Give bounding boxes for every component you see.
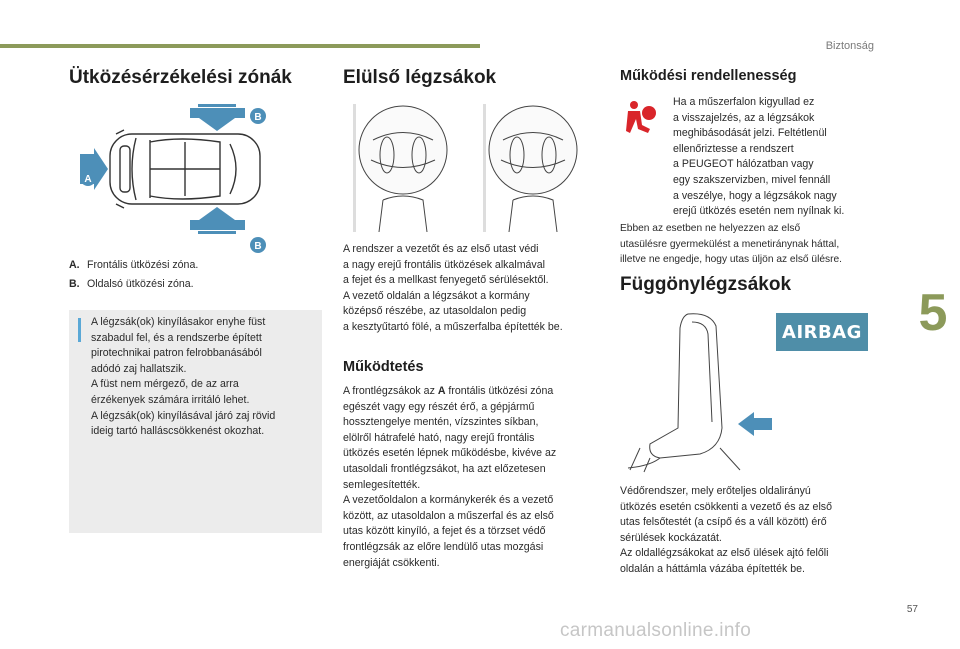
side-impact-arrows-top <box>190 104 245 131</box>
side-airbag-arrow <box>738 412 772 436</box>
chapter-tab <box>918 281 960 345</box>
airbag-warning-icon <box>620 99 658 135</box>
operation-text: A frontlégzsákok az A frontális ütközési zóna egészét vagy egy részét érő, a gépjármű hossztengelye mentén, vízszintes síkban, elölről hátrafelé ható, nagy erejű frontális ütközés esetén lépnek működésbe, kivéve az utasoldali frontlégzsákot, ha azt előzetesen semlegesítették. A vezetőoldalon a kormánykerék és a vezető között, az utasoldalon a műszerfal és az első utas között kinyíló, a fejet és a törzset védő frontlégzsák az előre lendülő utas mozgási energiáját csökkenti. <box>343 385 557 569</box>
section-label: Biztonság <box>825 40 874 52</box>
watermark: carmanualsonline.info <box>560 620 752 641</box>
zone-b-top-label: B <box>254 112 262 123</box>
info-text: A légzsák(ok) kinyílásakor enyhe füst szabadul fel, és a rendszerbe épített pirotechnikai patron felrobbanásából adódó zaj hallatszik. A füst nem mérgező, de az arra érzékenyek számára irritáló lehet. A légzsák(ok) kinyílásával járó zaj rövid ideig tartó halláscsökkenést okozhat. <box>91 316 276 438</box>
curtain-airbags-text: Védőrendszer, mely erőteljes oldalirányú ütközés esetén csökkenti a vezető és az első utas felsőtestét (a csípő és a váll között) érő sérülések kockázatát. Az oldallégzsákokat az első ülések ajtó felőli oldalán a háttámla vázába építették be. <box>620 485 832 575</box>
zone-a-label: A <box>84 174 92 185</box>
legend-text: Oldalsó ütközési zóna. <box>87 278 194 290</box>
legend-key: A. <box>69 259 80 271</box>
impact-zones-diagram <box>80 104 280 254</box>
legend-item-a <box>69 259 198 271</box>
airbag-badge: AIRBAG <box>776 313 868 351</box>
impact-zones-title: Ütközésérzékelési zónák <box>69 67 292 88</box>
side-impact-arrows-bottom <box>190 207 245 234</box>
info-icon-bar <box>78 318 81 342</box>
operation-subtitle: Működtetés <box>343 359 424 375</box>
legend-key: B. <box>69 278 80 290</box>
page-number: 57 <box>906 604 918 615</box>
front-airbags-title: Elülső légzsákok <box>343 67 497 88</box>
curtain-airbags-title: Függönylégzsákok <box>620 274 792 295</box>
malfunction-title: Működési rendellenesség <box>620 68 797 84</box>
header-rule <box>0 44 480 48</box>
chapter-number: 5 <box>918 284 948 342</box>
side-airbag-seat-illustration <box>620 308 772 474</box>
car-top-view <box>110 130 260 208</box>
malfunction-note: Ebben az esetben ne helyezzen az első utasülésre gyermekülést a menetiránynak háttal, illetve ne engedje, hogy utas üljön az első ülésre. <box>620 223 843 266</box>
front-airbags-intro: A rendszer a vezetőt és az első utast védi a nagy erejű frontális ütközések alkalmával a fejet és a mellkast fenyegető sérülésektől. A vezető oldalán a légzsákot a kormány középső részébe, az utasoldalon pedig a kesztyűtartó fölé, a műszerfalba építették be. <box>343 243 563 333</box>
malfunction-text: Ha a műszerfalon kigyullad ez a visszajelzés, az a légzsákok meghibásodását jelzi. Feltétlenül ellenőriztesse a rendszert a PEUGEOT hálózatban vagy egy szakszervizben, mivel fennáll a veszélye, hogy a légzsákok nagy erejű ütközés esetén nem nyílnak ki. <box>673 96 845 218</box>
front-airbags-illustration <box>343 100 596 236</box>
legend-text: Frontális ütközési zóna. <box>87 259 199 271</box>
zone-b-bottom-label: B <box>254 241 262 252</box>
legend-item-b <box>69 278 194 290</box>
